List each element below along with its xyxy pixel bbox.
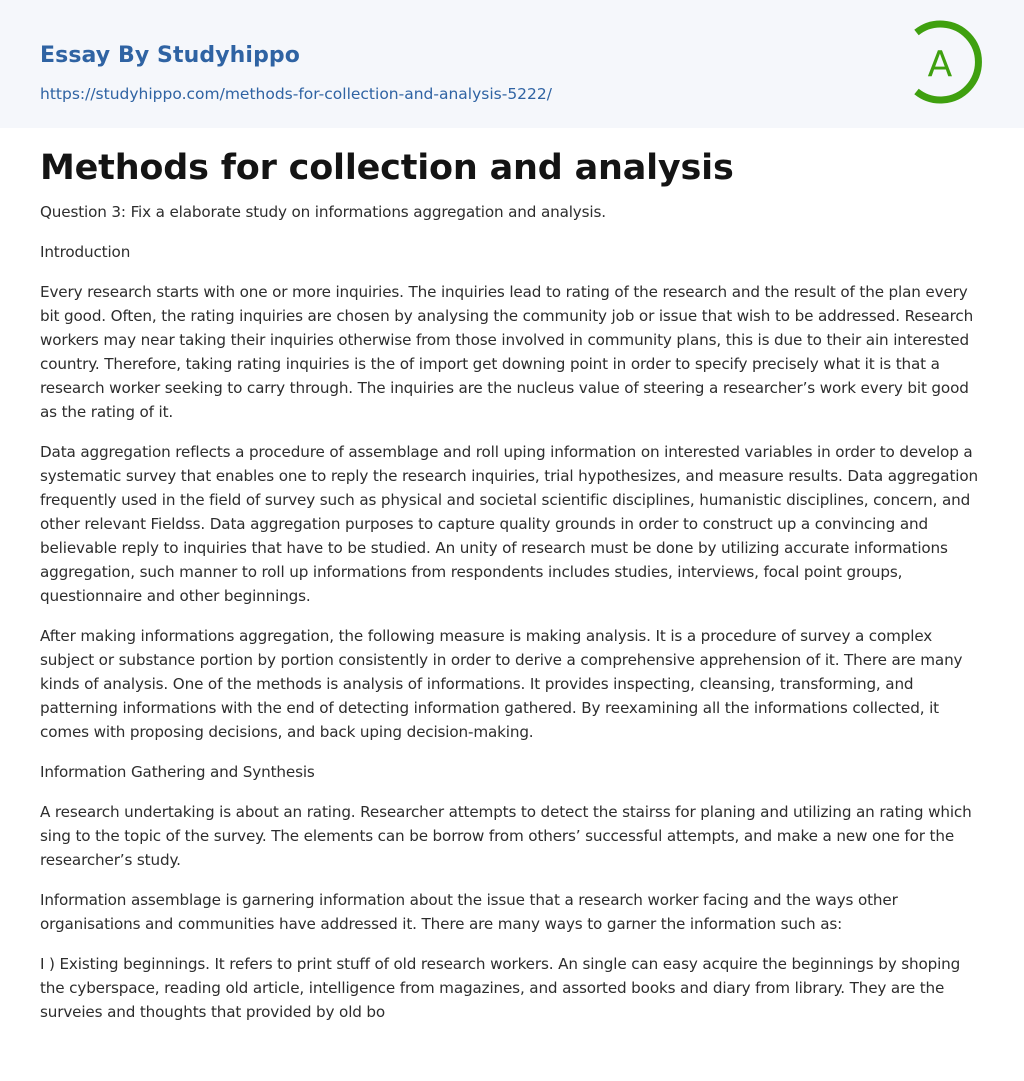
paragraph: I ) Existing beginnings. It refers to print stuff of old research workers. An single can easy acquire the beginnings by shoping the cyberspace, reading old article, intelligence from magazines, and assorted books and diary from library. They are the surveies and thoughts that provided by old bo: [40, 955, 961, 1021]
essay-url-link[interactable]: https://studyhippo.com/methods-for-collection-and-analysis-5222/: [40, 85, 552, 103]
paragraph: Every research starts with one or more inquiries. The inquiries lead to rating of the research and the result of the plan every bit good. Often, the rating inquiries are chosen by analysing the community job or issue that wish to be addressed. Research workers may near taking their inquiries otherwise from those involved in community plans, this is due to their ain interested country. Therefore, taking rating inquiries is the of import get downing point in order to specify precisely what it is that a research worker seeking to carry through. The inquiries are the nucleus value of steering a researcher’s work every bit good as the rating of it.: [40, 283, 974, 421]
question-paragraph: Question 3: Fix a elaborate study on informations aggregation and analysis.: [40, 203, 606, 221]
paragraph: A research undertaking is about an rating. Researcher attempts to detect the stairss for planing and utilizing an rating which sing to the topic of the survey. The elements can be borrow from others’ successful attempts, and make a new one for the researcher’s study.: [40, 803, 972, 869]
section-heading-information-gathering: Information Gathering and Synthesis: [40, 763, 315, 781]
brand-title[interactable]: Essay By Studyhippo: [40, 43, 300, 68]
paragraph: Information assemblage is garnering information about the issue that a research worker facing and the ways other organisations and communities have addressed it. There are many ways to garner the information such as:: [40, 891, 898, 933]
page-title: Methods for collection and analysis: [40, 148, 734, 188]
paragraph: After making informations aggregation, the following measure is making analysis. It is a procedure of survey a complex subject or substance portion by portion consistently in order to derive a comprehensive apprehension of it. There are many kinds of analysis. One of the methods is analysis of informations. It provides inspecting, cleansing, transforming, and patterning informations with the end of detecting information gathered. By reexamining all the informations collected, it comes with proposing decisions, and back uping decision-making.: [40, 627, 963, 741]
section-heading-introduction: Introduction: [40, 243, 131, 261]
logo-letter: A: [927, 44, 953, 85]
studyhippo-logo-icon[interactable]: [904, 18, 990, 106]
essay-body: [40, 200, 984, 1040]
paragraph: Data aggregation reflects a procedure of assemblage and roll uping information on interested variables in order to develop a systematic survey that enables one to reply the research inquiries, trial hypothesizes, and measure results. Data aggregation frequently used in the field of survey such as physical and societal scientific disciplines, humanistic disciplines, concern, and other relevant Fieldss. Data aggregation purposes to capture quality grounds in order to construct up a convincing and believable reply to inquiries that have to be studied. An unity of research must be done by utilizing accurate informations aggregation, such manner to roll up informations from respondents includes studies, interviews, focal point groups, questionnaire and other beginnings.: [40, 443, 978, 605]
